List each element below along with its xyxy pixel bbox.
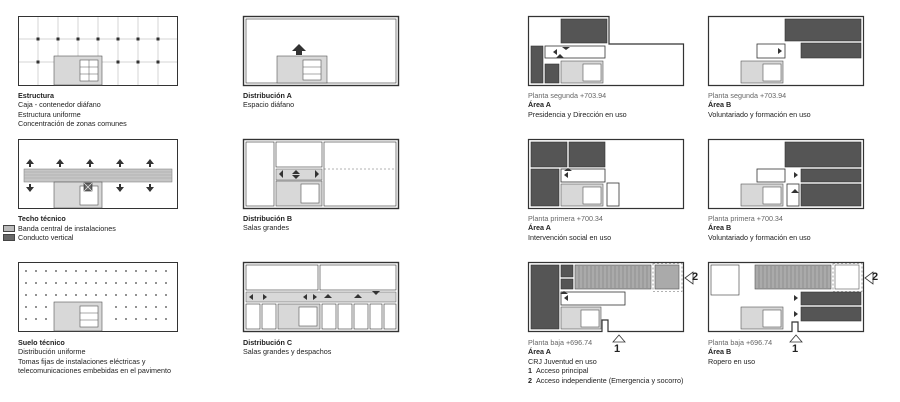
area-use: Intervención social en uso xyxy=(528,232,612,242)
area-use: Ropero en uso xyxy=(708,356,756,366)
area-b-baja-plan xyxy=(708,262,864,332)
distribucion-c-plan xyxy=(243,262,399,332)
level-name: Planta segunda xyxy=(708,91,758,100)
area-b-segunda-plan xyxy=(708,16,864,86)
distribucion-a-plan xyxy=(243,16,399,86)
area-title: Área A xyxy=(528,223,551,233)
area-use: CRJ Juventud en uso xyxy=(528,356,597,366)
access-2-label-b: 2 xyxy=(872,271,879,283)
estructura-line: Estructura uniforme xyxy=(18,109,81,119)
estructura-line: Caja - contenedor diáfano xyxy=(18,100,101,110)
distribucion-b-caption xyxy=(243,214,292,233)
suelo-title: Suelo técnico xyxy=(18,338,65,347)
distribucion-c-line: Salas grandes y despachos xyxy=(243,347,332,357)
legend-band xyxy=(3,224,116,233)
legend-band-label: Banda central de instalaciones xyxy=(18,224,116,233)
distribucion-b-plan xyxy=(243,139,399,209)
level-line xyxy=(708,338,772,347)
area-title: Área B xyxy=(708,347,732,357)
estructura-plan xyxy=(18,16,178,86)
techo-caption xyxy=(18,214,66,223)
legend-duct xyxy=(3,233,74,242)
level-line xyxy=(708,91,811,100)
estructura-caption xyxy=(18,91,127,129)
area-title: Área A xyxy=(528,347,551,357)
area-a-segunda-caption xyxy=(528,91,627,119)
distribucion-b-title: Distribución B xyxy=(243,214,293,223)
level-name: Planta primera xyxy=(528,214,575,223)
access-2-label: 2 xyxy=(692,271,699,283)
suelo-line: Tomas fijas de instalaciones eléctricas y xyxy=(18,356,146,366)
techo-plan xyxy=(18,139,178,209)
area-use: Presidencia y Dirección en uso xyxy=(528,109,627,119)
suelo-line: telecomunicaciones embebidas en el pavimento xyxy=(18,366,172,376)
level-elevation: +696.74 xyxy=(565,338,593,347)
access-item: 1 Acceso principal xyxy=(528,366,589,376)
level-name: Planta segunda xyxy=(528,91,578,100)
access-1-label-b: 1 xyxy=(792,343,799,355)
distribucion-c-title: Distribución C xyxy=(243,338,293,347)
area-b-primera-plan xyxy=(708,139,864,209)
area-a-primera-caption xyxy=(528,214,611,242)
access-1-label: 1 xyxy=(614,343,621,355)
techo-title: Techo técnico xyxy=(18,214,66,223)
level-elevation: +703.94 xyxy=(759,91,787,100)
area-b-segunda-caption xyxy=(708,91,811,119)
area-use: Voluntariado y formación en uso xyxy=(708,232,811,242)
area-title: Área A xyxy=(528,100,551,110)
area-b-primera-caption xyxy=(708,214,811,242)
area-a-primera-plan xyxy=(528,139,684,209)
level-line xyxy=(708,214,811,223)
access-item: 2 Acceso independiente (Emergencia y socorro) xyxy=(528,375,684,385)
area-a-segunda-plan xyxy=(528,16,684,86)
area-use: Voluntariado y formación en uso xyxy=(708,109,811,119)
distribucion-b-line: Salas grandes xyxy=(243,223,289,233)
area-a-baja-plan xyxy=(528,262,684,332)
estructura-line: Concentración de zonas comunes xyxy=(18,119,127,129)
suelo-plan xyxy=(18,262,178,332)
distribucion-c-caption xyxy=(243,338,331,357)
level-elevation: +700.34 xyxy=(576,214,603,223)
area-b-baja-caption xyxy=(708,338,772,366)
level-name: Planta baja xyxy=(528,338,564,347)
distribucion-a-caption xyxy=(243,91,294,110)
level-elevation: +703.94 xyxy=(579,91,607,100)
level-line xyxy=(528,214,611,223)
level-line xyxy=(528,338,683,347)
legend-duct-label: Conducto vertical xyxy=(18,233,74,242)
level-elevation: +700.34 xyxy=(756,214,783,223)
distribucion-a-line: Espacio diáfano xyxy=(243,100,295,110)
estructura-title: Estructura xyxy=(18,91,54,100)
level-name: Planta primera xyxy=(708,214,755,223)
area-a-baja-caption xyxy=(528,338,683,385)
level-name: Planta baja xyxy=(708,338,744,347)
suelo-caption xyxy=(18,338,171,376)
duct-swatch-icon xyxy=(3,234,15,241)
distribucion-a-title: Distribución A xyxy=(243,91,292,100)
area-title: Área B xyxy=(708,100,732,110)
area-title: Área B xyxy=(708,223,732,233)
level-line xyxy=(528,91,627,100)
level-elevation: +696.74 xyxy=(745,338,773,347)
suelo-line: Distribución uniforme xyxy=(18,347,86,357)
band-swatch-icon xyxy=(3,225,15,232)
